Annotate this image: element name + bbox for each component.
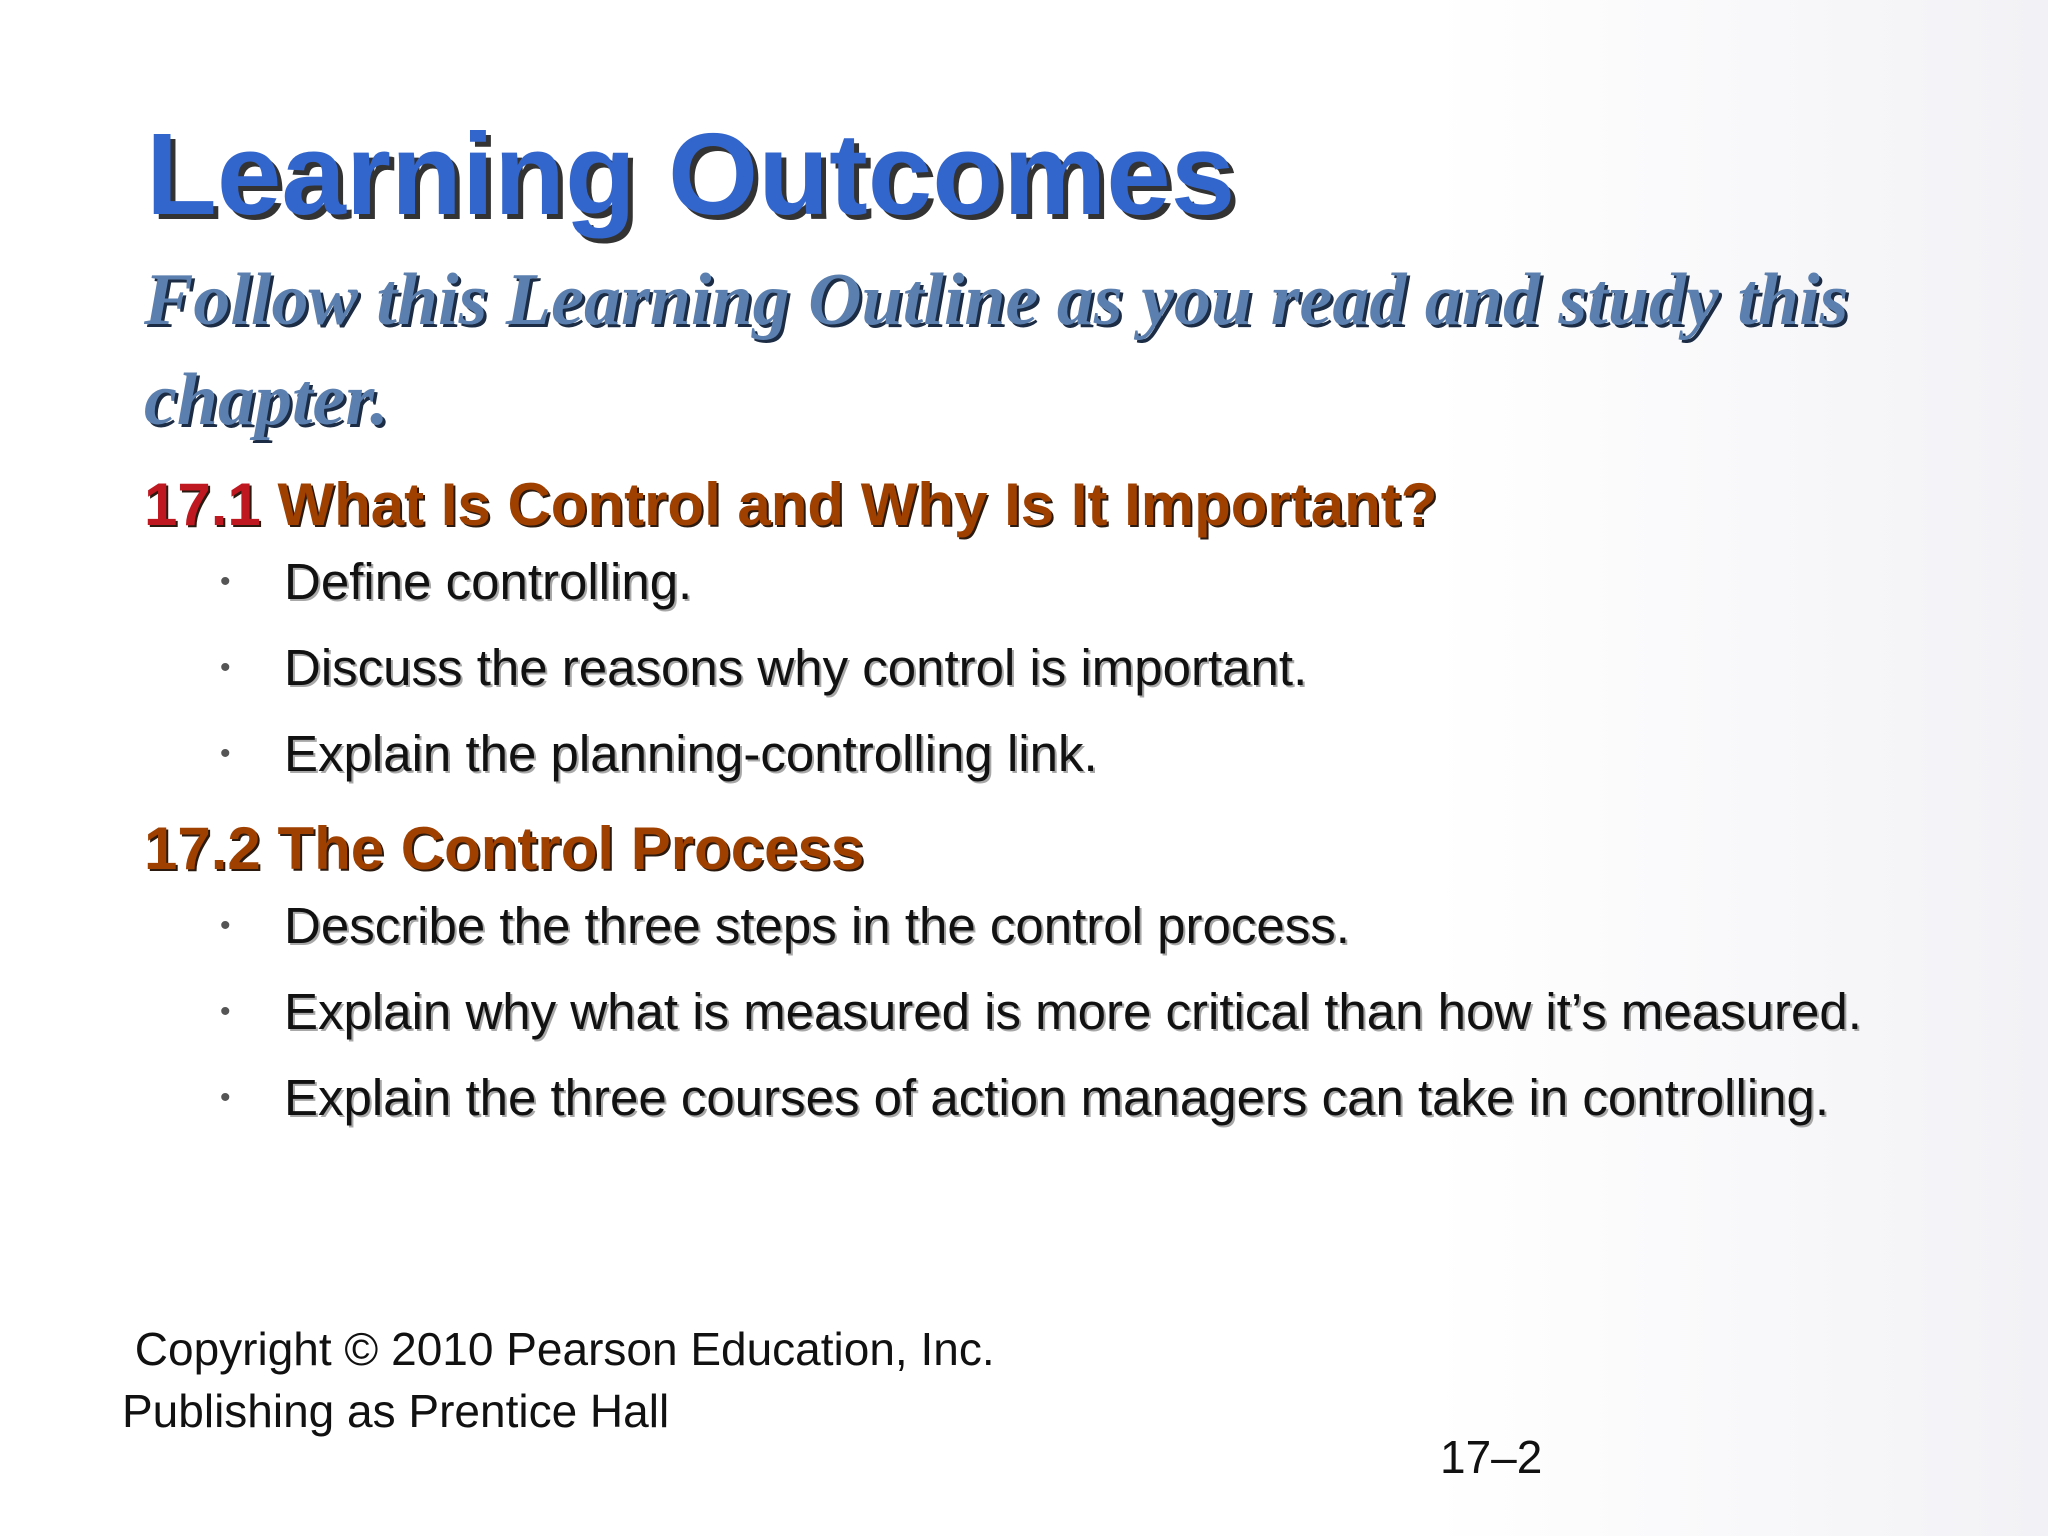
bullet-text: Explain the planning-controlling link.	[284, 725, 1098, 782]
list-item	[144, 720, 1944, 788]
bullet-icon: •	[220, 995, 231, 1028]
learning-outline	[144, 462, 1944, 1150]
bullet-icon: •	[220, 737, 231, 770]
slide-title: Learning Outcomes	[146, 109, 1236, 239]
bullet-text: Discuss the reasons why control is important.	[284, 639, 1308, 696]
bullet-icon: •	[220, 565, 231, 598]
slide-subtitle: Follow this Learning Outline as you read and study this chapter.	[144, 259, 1849, 441]
publisher-line: Publishing as Prentice Hall	[122, 1385, 670, 1437]
bullet-text: Explain why what is measured is more critical than how it’s measured.	[284, 983, 1862, 1040]
list-item	[144, 634, 1944, 702]
section-title: What Is Control and Why Is It Important?	[277, 471, 1438, 538]
section-number: 17.2	[144, 815, 261, 882]
list-item	[144, 548, 1944, 616]
bullet-icon: •	[220, 1081, 231, 1114]
list-item	[144, 892, 1944, 960]
bullet-list-17-2	[144, 892, 1944, 1132]
bullet-icon: •	[220, 651, 231, 684]
page-number: 17–2	[1440, 1431, 1543, 1483]
section-heading-17-2	[144, 806, 1944, 892]
bullet-icon: •	[220, 909, 231, 942]
bullet-text: Explain the three courses of action managers can take in controlling.	[284, 1069, 1830, 1126]
section-title: The Control Process	[277, 815, 865, 882]
section-heading-17-1	[144, 462, 1944, 548]
bullet-text: Define controlling.	[284, 553, 693, 610]
copyright-notice	[122, 1318, 995, 1442]
bullet-list-17-1	[144, 548, 1944, 788]
bullet-text: Describe the three steps in the control process.	[284, 897, 1350, 954]
list-item	[144, 1064, 1944, 1132]
section-number: 17.1	[144, 471, 261, 538]
list-item	[144, 978, 1944, 1046]
copyright-line: Copyright © 2010 Pearson Education, Inc.	[122, 1323, 995, 1375]
